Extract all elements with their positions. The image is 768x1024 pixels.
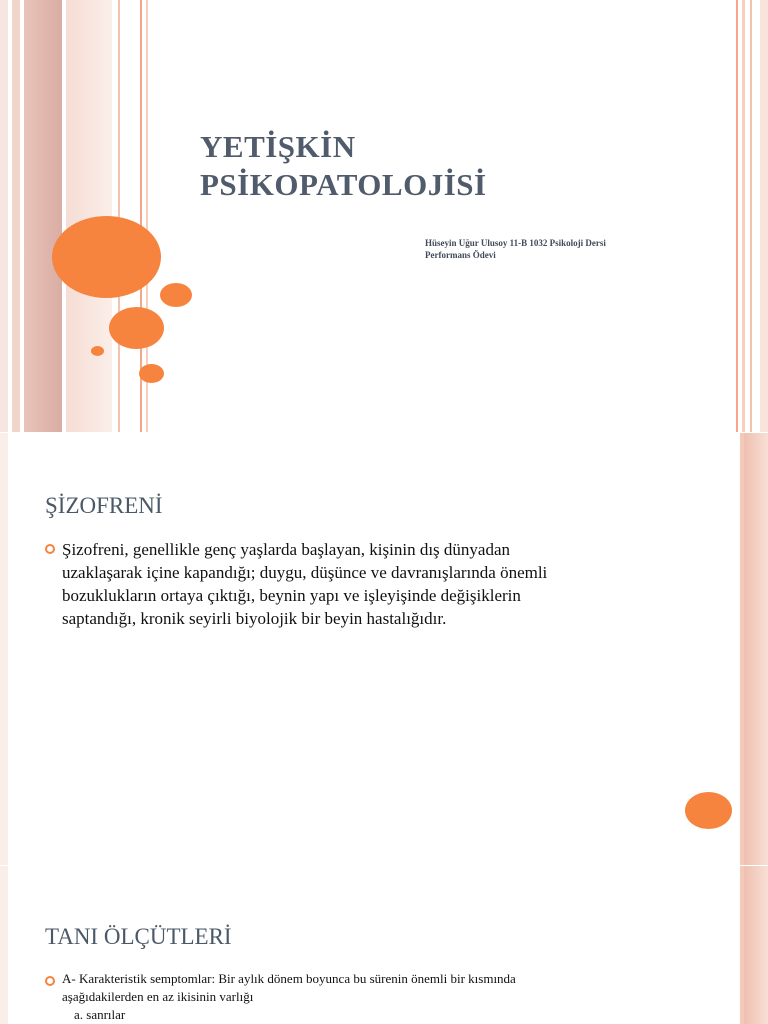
bullet-line: aşağıdakilerden en az ikisinin varlığı (62, 989, 254, 1004)
decor-circle-large (52, 216, 161, 298)
decor-stripe (0, 866, 8, 1024)
slide-subtitle (425, 237, 665, 261)
decor-stripe (0, 0, 8, 432)
title-line-2: PSİKOPATOLOJİSİ (200, 167, 487, 202)
content-slide-schizophrenia (0, 433, 768, 865)
decor-circle (91, 346, 104, 356)
decor-circle (160, 283, 192, 307)
decor-stripe (750, 0, 752, 432)
decor-stripe (12, 0, 20, 432)
title-line-1: YETİŞKİN (200, 129, 356, 164)
title-slide (0, 0, 768, 432)
decor-stripe (736, 0, 738, 432)
bullet-text (62, 538, 732, 630)
bullet-line: Şizofreni, genellikle genç yaşlarda başlayan, kişinin dış dünyadan (62, 540, 511, 559)
decor-circle (139, 364, 164, 383)
decor-stripe (744, 866, 768, 1024)
bullet-marker-icon (45, 976, 55, 986)
bullet-text (62, 970, 732, 1024)
bullet-line: saptandığı, kronik seyirli biyolojik bir beyin hastalığıdır. (62, 609, 447, 628)
decor-stripe (742, 0, 745, 432)
bullet-marker-icon (45, 544, 55, 554)
content-slide-diagnostic-criteria (0, 866, 768, 1024)
bullet-line: A- Karakteristik semptomlar: Bir aylık dönem boyunca bu sürenin önemli bir kısmında (62, 971, 516, 986)
subtitle-line-1: Hüseyin Uğur Ulusoy 11-B 1032 Psikoloji Dersi (425, 238, 606, 248)
decor-stripe (24, 0, 62, 432)
slide-heading: TANI ÖLÇÜTLERİ (45, 924, 232, 949)
decor-stripe (760, 0, 768, 432)
slide-title (200, 128, 660, 204)
subtitle-line-2: Performans Ödevi (425, 250, 496, 260)
sub-item: a. sanrılar (74, 1007, 126, 1022)
decor-stripe (0, 433, 8, 865)
bullet-line: uzaklaşarak içine kapandığı; duygu, düşünce ve davranışlarında önemli (62, 563, 548, 582)
bullet-line: bozuklukların ortaya çıktığı, beynin yapı ve işleyişinde değişiklerin (62, 586, 521, 605)
decor-circle (109, 307, 164, 349)
slide-heading: ŞİZOFRENİ (45, 493, 163, 518)
decor-circle (685, 792, 732, 829)
decor-stripe (744, 433, 768, 865)
